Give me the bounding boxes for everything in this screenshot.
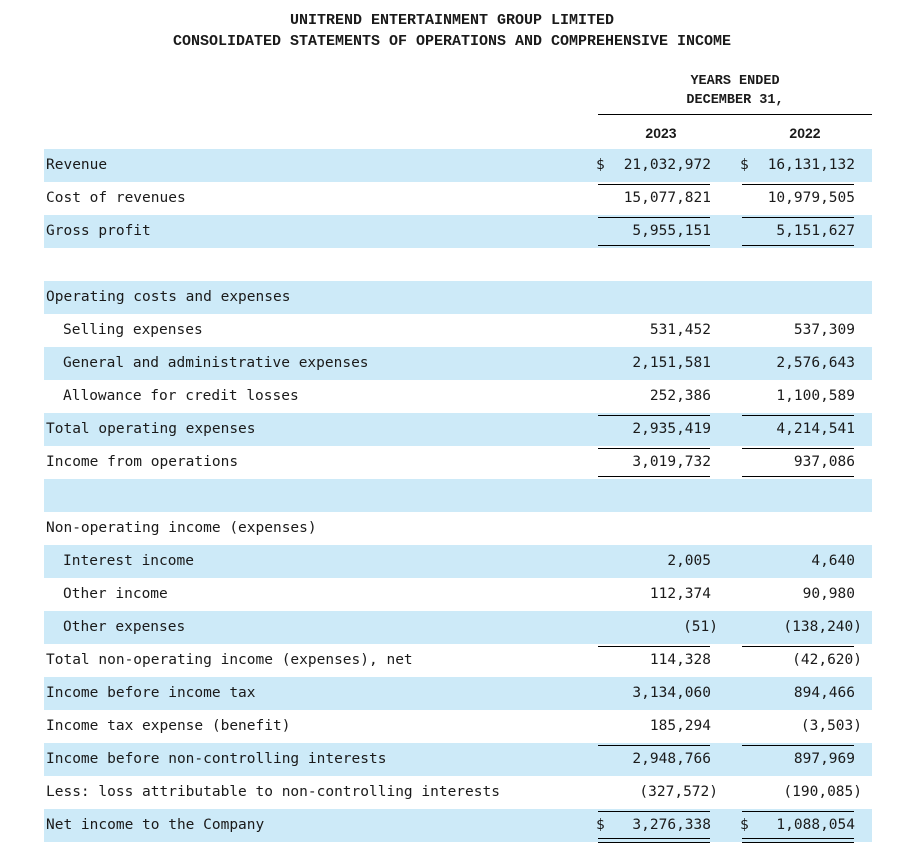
table-row <box>44 743 872 776</box>
single-underline <box>598 184 710 185</box>
row-label: Other income <box>63 586 168 602</box>
value-2022: 90,980 <box>802 586 855 602</box>
row-label: Non-operating income (expenses) <box>46 520 317 536</box>
value-2022: (42,620) <box>792 652 862 668</box>
value-2023: 3,276,338 <box>632 817 711 833</box>
value-2023: 531,452 <box>649 322 711 338</box>
single-underline <box>742 745 854 746</box>
row-label: Gross profit <box>46 223 151 239</box>
value-2023: 3,134,060 <box>632 685 711 701</box>
value-2022: 4,214,541 <box>776 421 855 437</box>
single-underline <box>742 448 854 449</box>
currency-symbol: $ <box>596 157 605 173</box>
single-underline <box>598 245 710 246</box>
row-label: Other expenses <box>63 619 186 635</box>
value-2023 <box>597 248 711 281</box>
value-2023: 114,328 <box>649 652 711 668</box>
value-2022: 4,640 <box>811 553 855 569</box>
row-label: Less: loss attributable to non-controlling interests <box>46 784 500 800</box>
value-2022: 2,576,643 <box>776 355 855 371</box>
table-row <box>44 611 872 644</box>
value-2022: 1,100,589 <box>776 388 855 404</box>
value-2023: (327,572) <box>639 784 718 800</box>
period-header-line1: YEARS ENDED <box>690 74 780 89</box>
table-row <box>44 446 872 479</box>
row-label: Operating costs and expenses <box>46 289 291 305</box>
single-underline <box>742 184 854 185</box>
value-2023 <box>597 281 711 314</box>
value-2023: 185,294 <box>649 718 711 734</box>
table-row <box>44 347 872 380</box>
table-row <box>44 545 872 578</box>
single-underline <box>598 217 710 218</box>
table-row <box>44 314 872 347</box>
value-2022: 937,086 <box>793 454 855 470</box>
row-label: Cost of revenues <box>46 190 186 206</box>
table-row <box>44 710 872 743</box>
single-underline <box>742 476 854 477</box>
value-2022 <box>741 248 855 281</box>
value-2022: 16,131,132 <box>767 157 855 173</box>
row-label: Revenue <box>46 157 108 173</box>
double-underline <box>742 838 854 843</box>
single-underline <box>742 217 854 218</box>
row-label: Income before non-controlling interests <box>46 751 387 767</box>
row-label: Net income to the Company <box>46 817 265 833</box>
value-2023: 2,151,581 <box>632 355 711 371</box>
row-label: Total operating expenses <box>46 421 256 437</box>
double-underline <box>598 838 710 843</box>
value-2023: 2,935,419 <box>632 421 711 437</box>
table-row <box>44 248 872 281</box>
table-row <box>44 380 872 413</box>
value-2022: (3,503) <box>800 718 862 734</box>
value-2023 <box>597 479 711 512</box>
value-2022: 894,466 <box>793 685 855 701</box>
period-header-rule <box>598 114 872 115</box>
row-label: Selling expenses <box>63 322 203 338</box>
value-2022: 897,969 <box>793 751 855 767</box>
value-2023: 252,386 <box>649 388 711 404</box>
table-row <box>44 281 872 314</box>
table-row <box>44 512 872 545</box>
single-underline <box>598 476 710 477</box>
value-2022 <box>741 512 855 545</box>
single-underline <box>598 448 710 449</box>
value-2023: 3,019,732 <box>632 454 711 470</box>
value-2023: 15,077,821 <box>623 190 711 206</box>
table-row <box>44 413 872 446</box>
value-2023: 2,005 <box>667 553 711 569</box>
table-row <box>44 182 872 215</box>
column-header-2022: 2022 <box>789 125 821 141</box>
single-underline <box>742 811 854 812</box>
statement-title: CONSOLIDATED STATEMENTS OF OPERATIONS AND COMPREHENSIVE INCOME <box>172 33 732 50</box>
single-underline <box>742 646 854 647</box>
value-2022 <box>741 479 855 512</box>
row-label: Income from operations <box>46 454 239 470</box>
value-2022: 10,979,505 <box>767 190 855 206</box>
company-name: UNITREND ENTERTAINMENT GROUP LIMITED <box>289 12 615 29</box>
single-underline <box>598 745 710 746</box>
table-row <box>44 644 872 677</box>
row-label: Total non-operating income (expenses), net <box>46 652 413 668</box>
row-label: General and administrative expenses <box>63 355 369 371</box>
column-header-2023: 2023 <box>645 125 677 141</box>
value-2022: (190,085) <box>783 784 862 800</box>
value-2022: 1,088,054 <box>776 817 855 833</box>
single-underline <box>598 415 710 416</box>
table-row <box>44 215 872 248</box>
table-row <box>44 677 872 710</box>
value-2023: 112,374 <box>649 586 711 602</box>
value-2023: 2,948,766 <box>632 751 711 767</box>
period-header-line2: DECEMBER 31, <box>686 93 784 108</box>
value-2023: 5,955,151 <box>632 223 711 239</box>
table-row <box>44 149 872 182</box>
row-label: Interest income <box>63 553 194 569</box>
currency-symbol: $ <box>740 157 749 173</box>
row-label: Allowance for credit losses <box>63 388 299 404</box>
row-label: Income before income tax <box>46 685 256 701</box>
value-2022: (138,240) <box>783 619 862 635</box>
table-row <box>44 578 872 611</box>
table-row <box>44 479 872 512</box>
currency-symbol: $ <box>740 817 749 833</box>
value-2022 <box>741 281 855 314</box>
row-label: Income tax expense (benefit) <box>46 718 291 734</box>
value-2022: 537,309 <box>793 322 855 338</box>
single-underline <box>742 245 854 246</box>
value-2023 <box>597 512 711 545</box>
value-2023: 21,032,972 <box>623 157 711 173</box>
table-row <box>44 776 872 809</box>
single-underline <box>598 811 710 812</box>
value-2022: 5,151,627 <box>776 223 855 239</box>
currency-symbol: $ <box>596 817 605 833</box>
single-underline <box>598 646 710 647</box>
single-underline <box>742 415 854 416</box>
value-2023: (51) <box>683 619 718 635</box>
